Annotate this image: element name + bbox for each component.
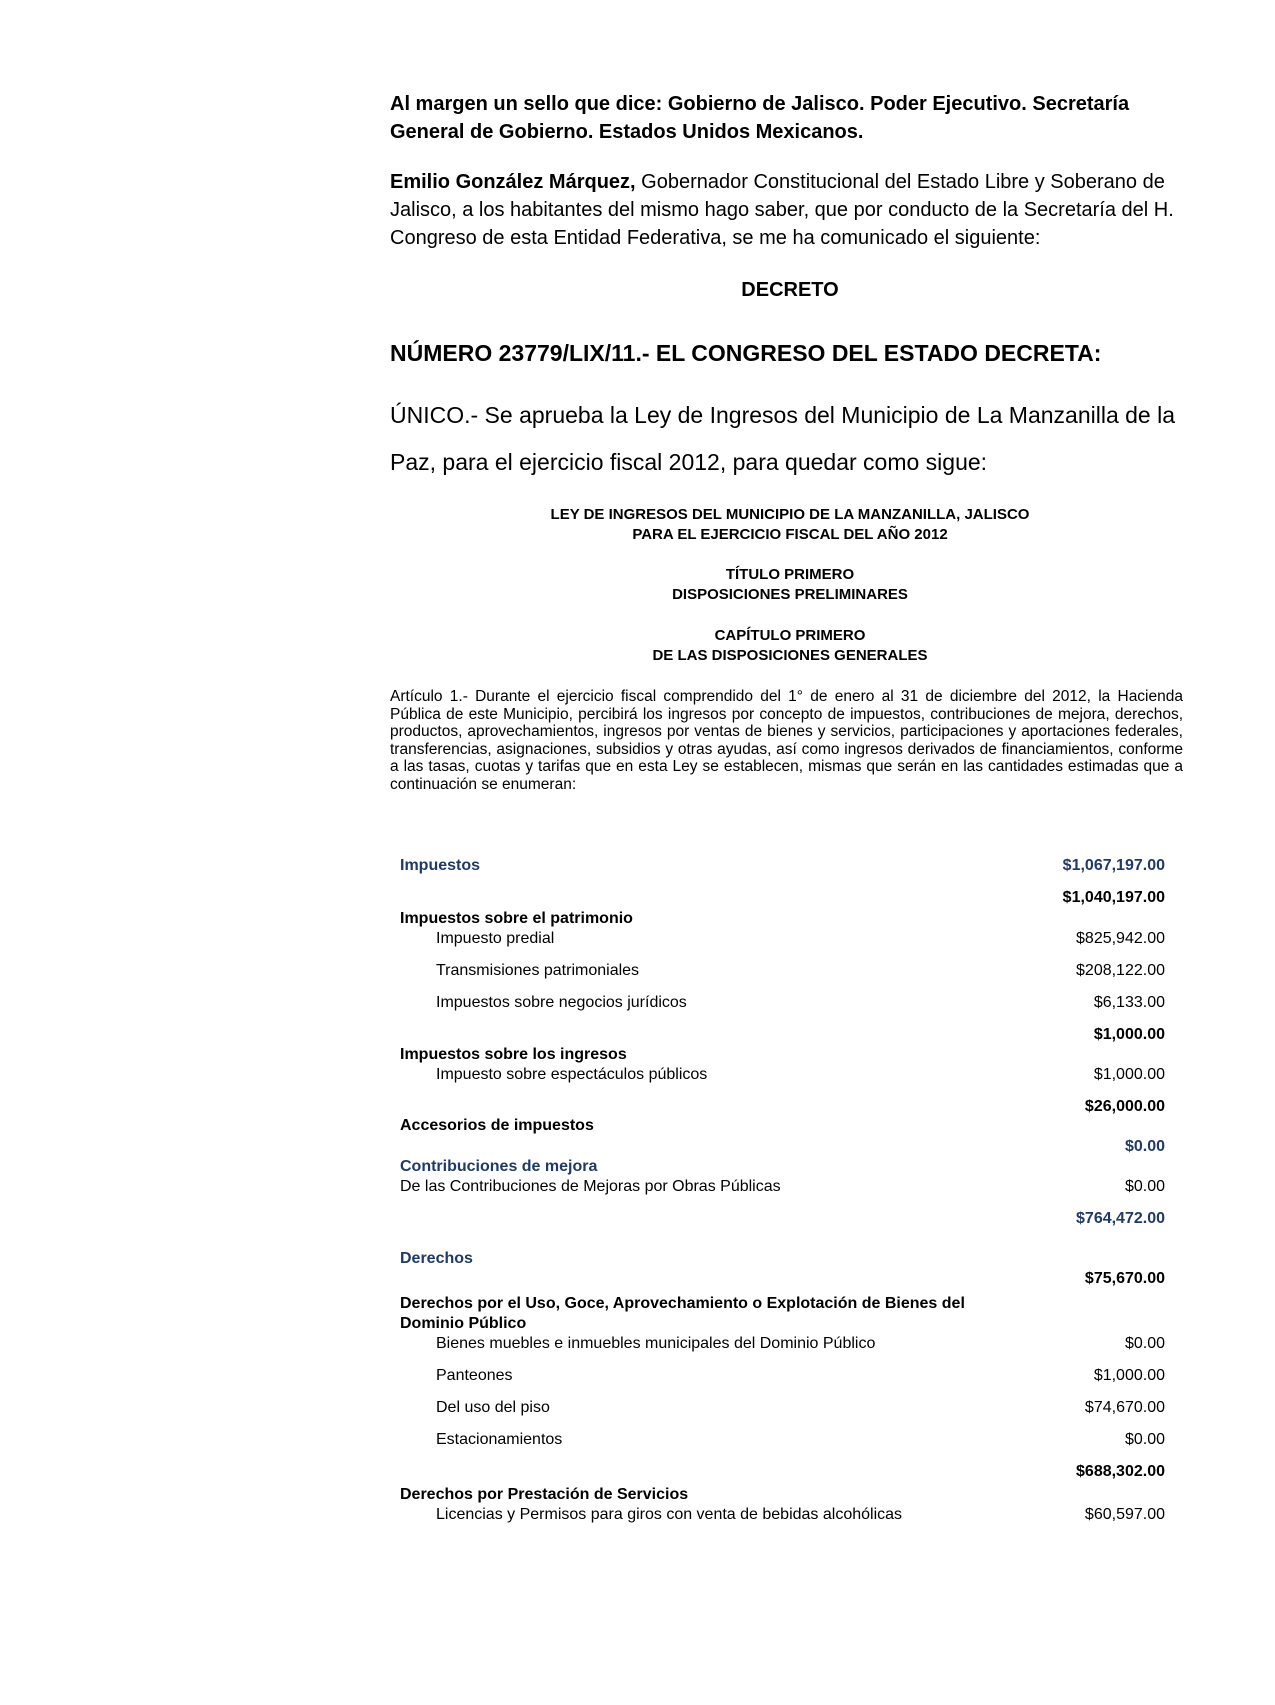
table-row — [400, 1431, 1165, 1453]
row-amount: $764,472.00 — [1076, 1210, 1165, 1227]
row-amount: $26,000.00 — [1084, 1098, 1165, 1115]
table-row — [400, 1294, 1165, 1336]
table-row — [400, 857, 1165, 879]
titulo-line1: TÍTULO PRIMERO — [725, 566, 855, 583]
row-label: Derechos por el Uso, Goce, Aprovechamiento o Explotación de Bienes del Dominio Público — [400, 1295, 965, 1332]
titulo-line2: DISPOSICIONES PRELIMINARES — [672, 586, 908, 603]
row-label: Derechos por Prestación de Servicios — [400, 1486, 689, 1503]
table-row — [400, 1250, 1165, 1272]
capitulo-line2: DE LAS DISPOSICIONES GENERALES — [652, 647, 928, 664]
intro-text: Gobernador Constitucional del Estado Libre y Soberano de Jalisco, a los habitantes del mismo hago saber, que por conducto de la Secretaría del H. Congreso de esta Entidad Federativa, se me ha comunicado el siguiente: — [390, 171, 1174, 249]
row-amount: $208,122.00 — [1076, 962, 1165, 979]
table-row — [400, 1367, 1165, 1389]
table-row — [400, 1210, 1165, 1232]
row-amount: $6,133.00 — [1093, 994, 1165, 1011]
row-label: Licencias y Permisos para giros con venta de bebidas alcohólicas — [436, 1506, 903, 1523]
table-row — [400, 930, 1165, 952]
table-row — [400, 1066, 1165, 1088]
row-label: Impuesto predial — [436, 930, 555, 947]
row-label: Impuestos — [400, 857, 481, 874]
table-row — [400, 1046, 1165, 1068]
table-row — [400, 1463, 1165, 1485]
table-row — [400, 1399, 1165, 1421]
capitulo-heading — [390, 626, 1190, 666]
row-amount: $688,302.00 — [1076, 1463, 1165, 1480]
table-row — [400, 1158, 1165, 1180]
row-amount: $1,000.00 — [1093, 1026, 1165, 1043]
law-title-line2: PARA EL EJERCICIO FISCAL DEL AÑO 2012 — [632, 526, 948, 543]
table-row — [400, 1506, 1165, 1528]
table-row — [400, 1270, 1165, 1292]
row-label: Impuestos sobre el patrimonio — [400, 910, 633, 927]
table-row — [400, 1138, 1165, 1160]
law-title-line1: LEY DE INGRESOS DEL MUNICIPIO DE LA MANZANILLA, JALISCO — [550, 506, 1030, 523]
table-row — [400, 1335, 1165, 1357]
unico-paragraph: ÚNICO.- Se aprueba la Ley de Ingresos del Municipio de La Manzanilla de la Paz, para el ejercicio fiscal 2012, para quedar como sigue: — [390, 402, 1175, 475]
seal-note: Al margen un sello que dice: Gobierno de Jalisco. Poder Ejecutivo. Secretaría General de Gobierno. Estados Unidos Mexicanos. — [390, 93, 1130, 143]
row-label: Panteones — [436, 1367, 513, 1384]
row-amount: $74,670.00 — [1084, 1399, 1165, 1416]
table-row — [400, 889, 1165, 911]
law-title — [390, 505, 1190, 545]
table-row — [400, 1178, 1165, 1200]
table-row — [400, 994, 1165, 1016]
article-1: Artículo 1.- Durante el ejercicio fiscal comprendido del 1° de enero al 31 de diciembre del 2012, la Hacienda Pública de este Municipio, percibirá los ingresos por concepto de impuestos, contribuciones de mejora, derechos, productos, aprovechamientos, ingresos por ventas de bienes y servicios, participaciones y aportaciones federales, transferencias, asignaciones, subsidios y otras ayudas, así como ingresos derivados de financiamientos, conforme a las tasas, cuotas y tarifas que en esta Ley se establecen, mismas que serán en las cantidades estimadas que a continuación se enumeran: — [390, 688, 1183, 793]
row-label: Del uso del piso — [436, 1399, 550, 1416]
row-amount: $0.00 — [1124, 1178, 1165, 1195]
row-label: Bienes muebles e inmuebles municipales del Dominio Público — [436, 1335, 876, 1352]
decree-number-line: NÚMERO 23779/LIX/11.- EL CONGRESO DEL ESTADO DECRETA: — [390, 340, 1102, 366]
row-label: De las Contribuciones de Mejoras por Obras Públicas — [400, 1178, 781, 1195]
row-label: Impuestos sobre los ingresos — [400, 1046, 627, 1063]
capitulo-line1: CAPÍTULO PRIMERO — [714, 627, 866, 644]
row-amount: $1,067,197.00 — [1062, 857, 1165, 874]
row-label: Contribuciones de mejora — [400, 1158, 598, 1175]
row-amount: $825,942.00 — [1076, 930, 1165, 947]
row-amount: $60,597.00 — [1084, 1506, 1165, 1523]
table-row — [400, 962, 1165, 984]
row-label: Estacionamientos — [436, 1431, 563, 1448]
row-label: Impuestos sobre negocios jurídicos — [436, 994, 687, 1011]
row-amount: $75,670.00 — [1084, 1270, 1165, 1287]
row-amount: $0.00 — [1124, 1335, 1165, 1352]
row-amount: $1,000.00 — [1093, 1367, 1165, 1384]
decree-label: DECRETO — [741, 279, 839, 301]
row-label: Transmisiones patrimoniales — [436, 962, 640, 979]
titulo-heading — [390, 565, 1190, 605]
table-row — [400, 1486, 1165, 1508]
table-row — [400, 910, 1165, 932]
row-amount: $1,000.00 — [1093, 1066, 1165, 1083]
row-amount: $0.00 — [1124, 1138, 1165, 1155]
row-label: Accesorios de impuestos — [400, 1117, 594, 1134]
row-label: Impuesto sobre espectáculos públicos — [436, 1066, 708, 1083]
intro-paragraph — [390, 168, 1190, 252]
table-row — [400, 1026, 1165, 1048]
table-row — [400, 1117, 1165, 1139]
governor-name: Emilio González Márquez, — [390, 171, 636, 193]
row-amount: $1,040,197.00 — [1062, 889, 1165, 906]
row-amount: $0.00 — [1124, 1431, 1165, 1448]
row-label: Derechos — [400, 1250, 473, 1267]
